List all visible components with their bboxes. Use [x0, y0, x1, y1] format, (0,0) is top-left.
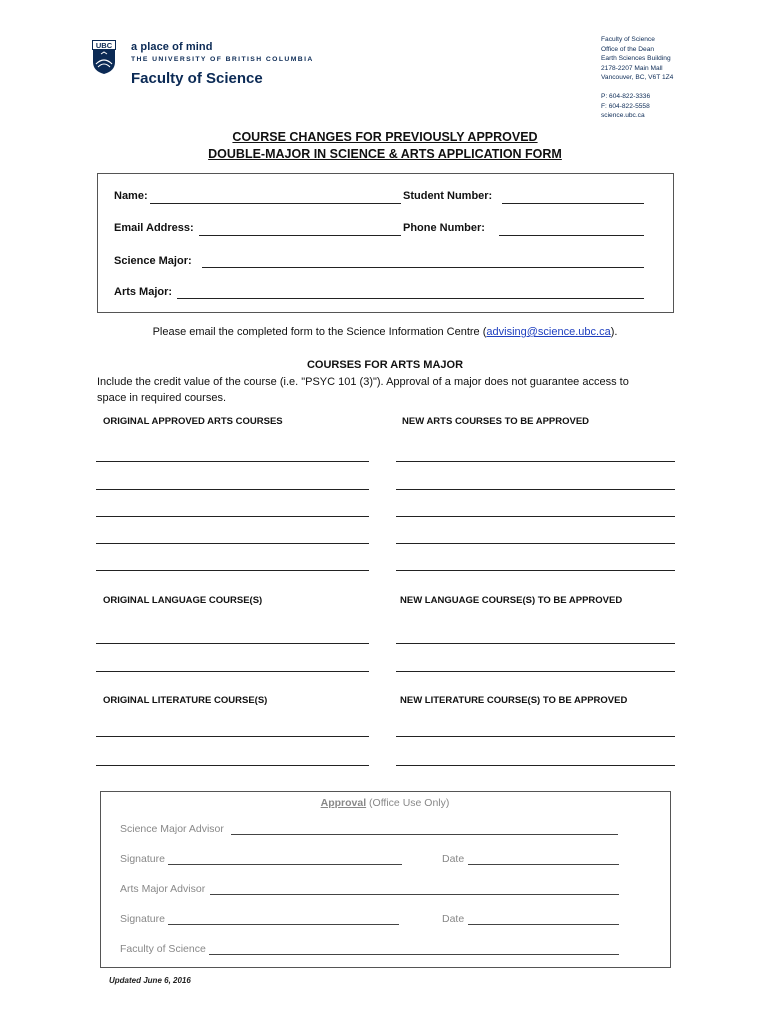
email-note-text: Please email the completed form to the Science Information Centre (: [152, 326, 487, 338]
arts-advisor-label: Arts Major Advisor: [120, 883, 206, 895]
original-arts-header: ORIGINAL APPROVED ARTS COURSES: [103, 416, 283, 427]
contact-phone: P: 604-822-3336: [601, 92, 651, 100]
original-language-header: ORIGINAL LANGUAGE COURSE(S): [103, 595, 263, 606]
signature-field[interactable]: [168, 864, 402, 865]
phone-label: Phone Number:: [403, 222, 485, 234]
original-arts-line[interactable]: [96, 461, 369, 462]
faculty-approval-label: Faculty of Science: [120, 943, 206, 955]
form-title-line2: DOUBLE-MAJOR IN SCIENCE & ARTS APPLICATION FORM: [208, 147, 562, 161]
name-label: Name:: [114, 190, 148, 202]
arts-section-description: Include the credit value of the course (i.e. "PSYC 101 (3)"). Approval of a major does not guarantee access to space in required courses.: [97, 376, 629, 404]
science-advisor-label: Science Major Advisor: [120, 823, 224, 835]
date-label: Date: [442, 853, 465, 865]
student-number-field[interactable]: [502, 203, 644, 204]
contact-line: Vancouver, BC, V6T 1Z4: [601, 74, 674, 82]
original-language-line[interactable]: [96, 671, 369, 672]
signature-label: Signature: [120, 853, 165, 865]
original-literature-line[interactable]: [96, 765, 369, 766]
contact-line: Earth Sciences Building: [601, 55, 671, 63]
ubc-logo: [92, 40, 116, 74]
phone-field[interactable]: [499, 235, 644, 236]
original-arts-line[interactable]: [96, 516, 369, 517]
university-name: THE UNIVERSITY OF BRITISH COLUMBIA: [131, 56, 314, 63]
email-note-end: ).: [610, 326, 618, 338]
science-advisor-field[interactable]: [231, 834, 618, 835]
email-label: Email Address:: [114, 222, 194, 234]
new-arts-line[interactable]: [396, 516, 675, 517]
approval-title-note: (Office Use Only): [366, 797, 450, 809]
approval-title: [0, 797, 770, 809]
contact-fax: F: 604-822-5558: [601, 102, 650, 110]
original-language-line[interactable]: [96, 643, 369, 644]
email-instructions: [0, 326, 770, 338]
form-title-line1: COURSE CHANGES FOR PREVIOUSLY APPROVED: [232, 130, 538, 144]
tagline: a place of mind: [131, 41, 213, 53]
approval-box: [100, 791, 671, 968]
science-major-field[interactable]: [202, 267, 644, 268]
date-label: Date: [442, 913, 465, 925]
original-arts-line[interactable]: [96, 570, 369, 571]
contact-line: 2178-2207 Main Mall: [601, 64, 663, 72]
email-field[interactable]: [199, 235, 401, 236]
name-field[interactable]: [150, 203, 401, 204]
faculty-name: Faculty of Science: [131, 70, 263, 87]
contact-web: science.ubc.ca: [601, 112, 645, 120]
arts-section-title: COURSES FOR ARTS MAJOR: [306, 359, 464, 371]
contact-line: Office of the Dean: [601, 45, 655, 53]
date-field[interactable]: [468, 864, 619, 865]
original-literature-line[interactable]: [96, 736, 369, 737]
new-arts-line[interactable]: [396, 543, 675, 544]
original-arts-line[interactable]: [96, 543, 369, 544]
new-arts-line[interactable]: [396, 570, 675, 571]
student-number-label: Student Number:: [403, 190, 493, 202]
faculty-approval-field[interactable]: [209, 954, 619, 955]
original-arts-line[interactable]: [96, 489, 369, 490]
new-arts-line[interactable]: [396, 461, 675, 462]
approval-title-main: Approval: [320, 797, 367, 809]
arts-advisor-field[interactable]: [210, 894, 619, 895]
new-language-line[interactable]: [396, 643, 675, 644]
arts-major-label: Arts Major:: [114, 286, 173, 298]
date-field[interactable]: [468, 924, 619, 925]
signature-label: Signature: [120, 913, 165, 925]
new-literature-header: NEW LITERATURE COURSE(S) TO BE APPROVED: [400, 695, 628, 706]
advising-email-link[interactable]: advising@science.ubc.ca: [486, 326, 611, 338]
original-literature-header: ORIGINAL LITERATURE COURSE(S): [103, 695, 268, 706]
svg-text:UBC: UBC: [95, 41, 113, 50]
updated-date: Updated June 6, 2016: [109, 976, 191, 985]
new-literature-line[interactable]: [396, 736, 675, 737]
science-major-label: Science Major:: [114, 255, 192, 267]
contact-block: [601, 35, 673, 121]
new-arts-line[interactable]: [396, 489, 675, 490]
arts-major-field[interactable]: [177, 298, 644, 299]
new-language-line[interactable]: [396, 671, 675, 672]
applicant-info-box: [97, 173, 674, 313]
new-literature-line[interactable]: [396, 765, 675, 766]
new-language-header: NEW LANGUAGE COURSE(S) TO BE APPROVED: [400, 595, 623, 606]
contact-line: Faculty of Science: [601, 36, 655, 43]
signature-field[interactable]: [168, 924, 399, 925]
new-arts-header: NEW ARTS COURSES TO BE APPROVED: [402, 416, 590, 427]
